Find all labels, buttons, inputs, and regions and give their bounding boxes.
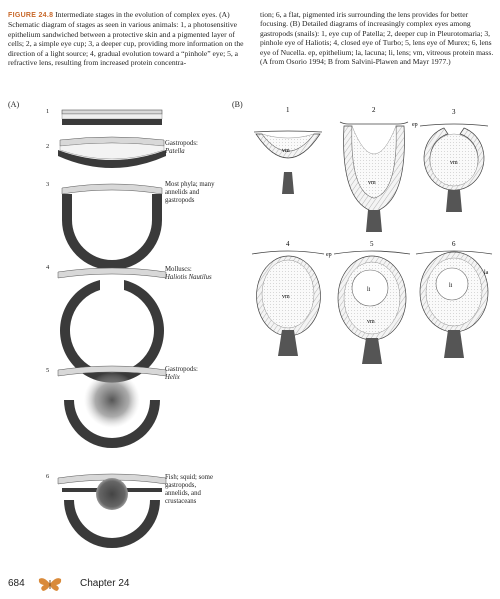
stage-1-epithelium [62, 110, 162, 125]
b-number-3: 3 [452, 108, 456, 116]
figure-label: FIGURE 24.8 [8, 12, 54, 19]
stage-6-iris-lens [58, 474, 166, 548]
b-number-6: 6 [452, 240, 456, 248]
stage-number: 1 [46, 108, 50, 115]
b2-label-ep: ep [412, 122, 418, 128]
butterfly-icon [38, 576, 62, 592]
b-diagram-1 [254, 131, 322, 194]
stage-5-lens [58, 366, 166, 448]
b-diagram-6 [416, 251, 492, 358]
stage-3-description: Most phyla; many annelids and gastropods [165, 181, 215, 204]
b2-label-vm: vm [368, 180, 376, 186]
stage-5-description: Gastropods: Helix [165, 366, 198, 381]
b5-label-li: li [367, 287, 371, 293]
stage-4-description: Molluscs: Haliotis Nautilus [165, 266, 212, 281]
panel-b-diagram [248, 102, 496, 372]
b-number-5: 5 [370, 240, 374, 248]
b-number-2: 2 [372, 106, 376, 114]
chapter-label: Chapter 24 [80, 578, 130, 589]
stage-3-deep-cup [62, 184, 162, 270]
b6-label-li: li [449, 283, 453, 289]
b4-label-vm: vm [282, 294, 290, 300]
stage-number: 6 [46, 473, 50, 480]
stage-number: 2 [46, 143, 50, 150]
caption-right-column [260, 10, 496, 66]
stage-number: 5 [46, 367, 50, 374]
b-diagram-4 [252, 251, 324, 356]
b-number-1: 1 [286, 106, 290, 114]
stage-6-description: Fish; squid; some gastropods, annelids, and crustaceans [165, 474, 213, 505]
caption-left-column [8, 10, 244, 67]
stage-2-description: Gastropods: Patella [165, 140, 198, 155]
b6-label-la: la [484, 270, 489, 276]
stage-4-pinhole [58, 268, 166, 383]
stage-number: 3 [46, 181, 50, 188]
b-diagram-2 [340, 122, 408, 232]
caption-text-left: Intermediate stages in the evolution of complex eyes. (A) Schematic diagram of stages as seen in various animals: 1, a photosensitive epithelium sandwiched between a protective skin and a pigmented layer of cells; 2, a simple eye cup; 3, a deeper cup, providing more information on the direction of a light source; 4, gradual evolution toward a “pinhole” eye; 5, a refractive lens, resulting from increased protein concentra- [8, 10, 244, 68]
panel-b-label: (B) [232, 100, 243, 109]
b-diagram-3 [420, 124, 488, 212]
caption-text-right: tion; 6, a flat, pigmented iris surrounding the lens provides for better focusing. (B) Detailed diagrams of increasingly complex eyes among gastropods (snails): 1, eye cup of Patella; 2, deeper cup in Pleurotomaria; 3, pinhole eye of Haliotis; 4, closed eye of Turbo; 5, lens eye of Murex; 6, lens eye of Nucella. ep, epithelium; la, lacuna; li, lens; vm, vitreous protein mass. (A from Osorio 1994; B from Salvini-Plawen and Mayr 1977.) [260, 10, 494, 67]
stage-number: 4 [46, 264, 50, 271]
b1-label-vm: vm [282, 148, 290, 154]
page-number: 684 [8, 578, 25, 589]
b-number-4: 4 [286, 240, 290, 248]
panel-a-label: (A) [8, 100, 20, 109]
b5-label-vm: vm [367, 319, 375, 325]
b4-label-ep: ep [326, 252, 332, 258]
b-diagram-5 [334, 251, 410, 364]
b3-label-vm: vm [450, 160, 458, 166]
stage-2-eye-cup [58, 137, 166, 168]
